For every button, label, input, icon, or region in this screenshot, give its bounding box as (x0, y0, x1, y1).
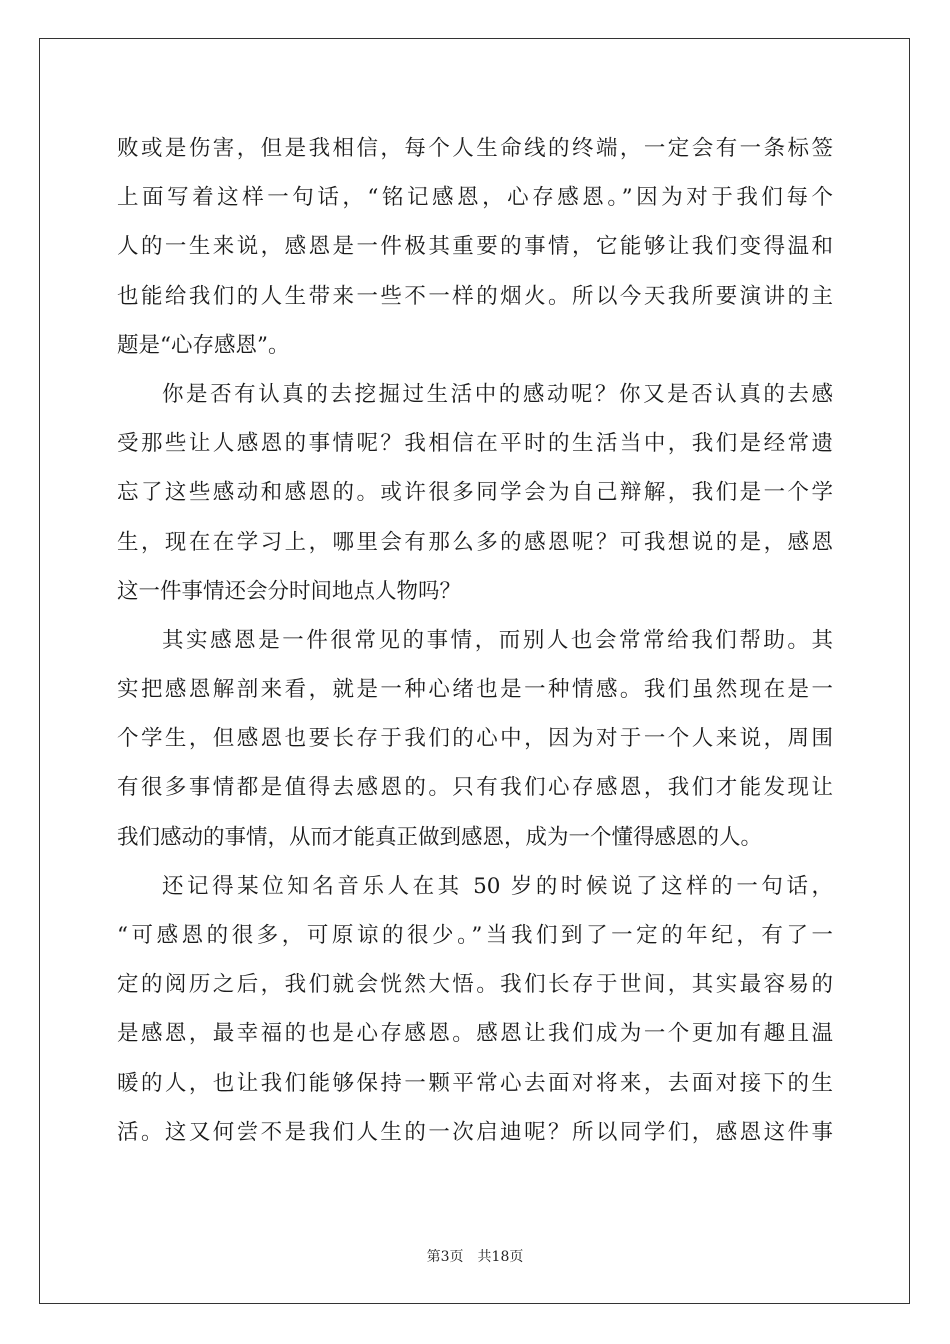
document-body (117, 124, 833, 1157)
text-line: 个学生，但感恩也要长存于我们的心中，因为对于一个人来说，周围 (117, 726, 833, 752)
page-number: 第3页 (426, 1249, 464, 1265)
page-footer (0, 1247, 950, 1267)
text-line: 活。这又何尝不是我们人生的一次启迪呢？所以同学们，感恩这件事 (117, 1119, 833, 1145)
text-line: 有很多事情都是值得去感恩的。只有我们心存感恩，我们才能发现让 (117, 775, 833, 801)
text-line: 受那些让人感恩的事情呢？我相信在平时的生活当中，我们是经常遗 (117, 431, 833, 457)
page-total: 共18页 (477, 1249, 524, 1265)
text-line: 败或是伤害，但是我相信，每个人生命线的终端，一定会有一条标签 (117, 136, 833, 161)
text-line: 实把感恩解剖来看，就是一种心绪也是一种情感。我们虽然现在是一 (117, 677, 833, 703)
text-line: 我们感动的事情，从而才能真正做到感恩，成为一个懂得感恩的人。 (117, 824, 763, 850)
paragraph-first-line: 还记得某位知名音乐人在其 50 岁的时候说了这样的一句话， (162, 873, 833, 899)
text-line: 是感恩，最幸福的也是心存感恩。感恩让我们成为一个更加有趣且温 (117, 1021, 833, 1047)
text-line: 这一件事情还会分时间地点人物吗？ (117, 578, 462, 604)
text-line: 题是“心存感恩”。 (117, 332, 290, 358)
text-line: 人的一生来说，感恩是一件极其重要的事情，它能够让我们变得温和 (117, 234, 833, 260)
text-line: 也能给我们的人生带来一些不一样的烟火。所以今天我所要演讲的主 (117, 283, 833, 309)
text-line: 忘了这些感动和感恩的。或许很多同学会为自己辩解，我们是一个学 (117, 480, 833, 506)
text-line: 上面写着这样一句话，“铭记感恩，心存感恩。”因为对于我们每个 (117, 185, 833, 211)
paragraph-first-line: 其实感恩是一件很常见的事情，而别人也会常常给我们帮助。其 (162, 627, 833, 653)
text-line: 生，现在在学习上，哪里会有那么多的感恩呢？可我想说的是，感恩 (117, 529, 833, 555)
paragraph-first-line: 你是否有认真的去挖掘过生活中的感动呢？你又是否认真的去感 (162, 381, 833, 407)
text-line: “可感恩的很多，可原谅的很少。”当我们到了一定的年纪，有了一 (117, 923, 833, 948)
text-line: 定的阅历之后，我们就会恍然大悟。我们长存于世间，其实最容易的 (117, 972, 833, 998)
text-line: 暖的人，也让我们能够保持一颗平常心去面对将来，去面对接下的生 (117, 1070, 833, 1096)
